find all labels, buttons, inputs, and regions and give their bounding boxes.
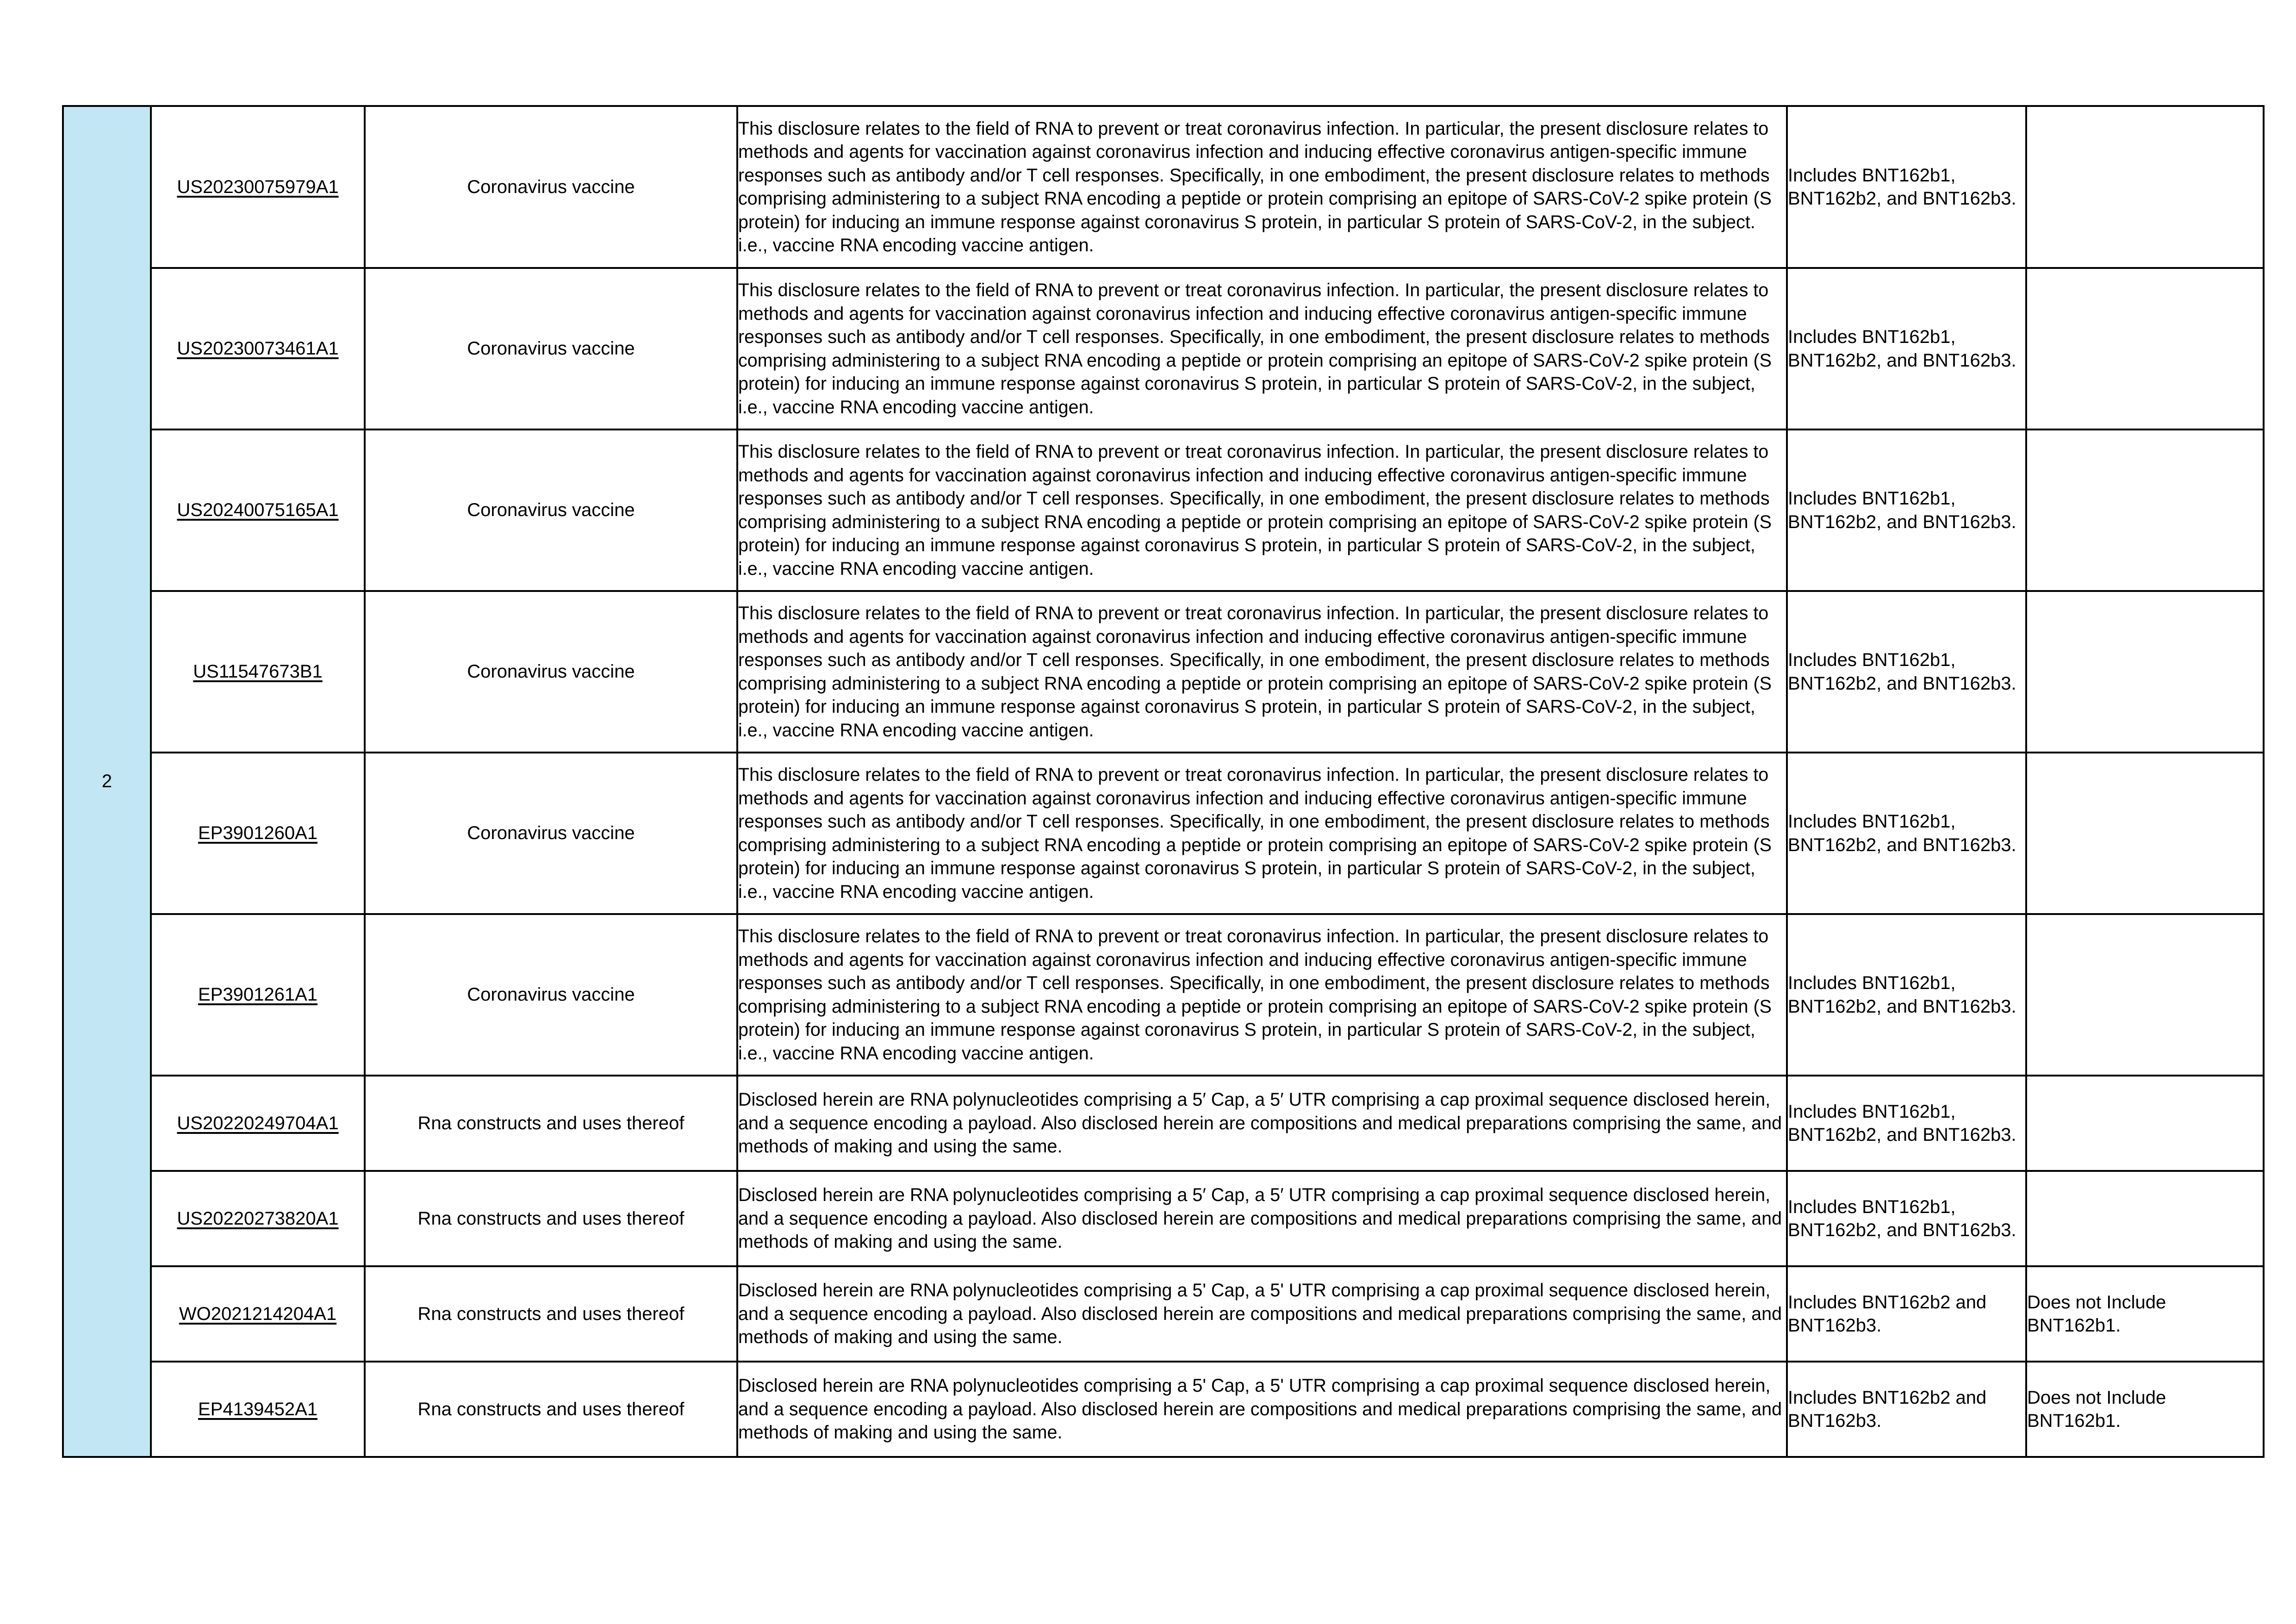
- includes-cell: Includes BNT162b2 and BNT162b3.: [1787, 1362, 2026, 1457]
- includes-cell: Includes BNT162b1, BNT162b2, and BNT162b3.: [1787, 591, 2026, 753]
- patent-title-cell: Coronavirus vaccine: [365, 591, 737, 753]
- patent-number-link[interactable]: US11547673B1: [193, 661, 323, 682]
- excludes-cell: [2026, 1076, 2264, 1171]
- patent-table: [62, 105, 2265, 1458]
- patent-title-cell: Coronavirus vaccine: [365, 268, 737, 429]
- patent-number-cell: [151, 914, 365, 1076]
- patent-title-cell: Coronavirus vaccine: [365, 106, 737, 268]
- patent-title-cell: Rna constructs and uses thereof: [365, 1076, 737, 1171]
- patent-title-cell: Coronavirus vaccine: [365, 429, 737, 591]
- excludes-cell: [2026, 591, 2264, 753]
- patent-abstract-cell: This disclosure relates to the field of RNA to prevent or treat coronavirus infection. In particular, the present disclosure relates to methods and agents for vaccination against coronavirus infection and inducing effective coronavirus antigen-specific immune responses such as antibody and/or T cell responses. Specifically, in one embodiment, the present disclosure relates to methods comprising administering to a subject RNA encoding a peptide or protein comprising an epitope of SARS-CoV-2 spike protein (S protein) for inducing an immune response against coronavirus S protein, in particular S protein of SARS-CoV-2, in the subject, i.e., vaccine RNA encoding vaccine antigen.: [737, 914, 1787, 1076]
- includes-cell: Includes BNT162b1, BNT162b2, and BNT162b3.: [1787, 914, 2026, 1076]
- group-number-cell: 2: [63, 106, 151, 1457]
- excludes-cell: Does not Include BNT162b1.: [2026, 1266, 2264, 1362]
- table-row: [63, 1362, 2264, 1457]
- includes-cell: Includes BNT162b2 and BNT162b3.: [1787, 1266, 2026, 1362]
- table-row: [63, 429, 2264, 591]
- includes-cell: Includes BNT162b1, BNT162b2, and BNT162b3.: [1787, 1076, 2026, 1171]
- includes-cell: Includes BNT162b1, BNT162b2, and BNT162b3.: [1787, 429, 2026, 591]
- includes-cell: Includes BNT162b1, BNT162b2, and BNT162b3.: [1787, 268, 2026, 429]
- excludes-cell: [2026, 1171, 2264, 1266]
- includes-cell: Includes BNT162b1, BNT162b2, and BNT162b3.: [1787, 106, 2026, 268]
- patent-number-link[interactable]: WO2021214204A1: [179, 1303, 337, 1324]
- table-row: [63, 106, 2264, 268]
- patent-title-cell: Coronavirus vaccine: [365, 753, 737, 914]
- table-row: [63, 1171, 2264, 1266]
- table-row: [63, 1266, 2264, 1362]
- table-row: [63, 591, 2264, 753]
- patent-title-cell: Rna constructs and uses thereof: [365, 1171, 737, 1266]
- patent-title-cell: Coronavirus vaccine: [365, 914, 737, 1076]
- patent-number-link[interactable]: US20240075165A1: [177, 500, 339, 520]
- table-row: [63, 268, 2264, 429]
- excludes-cell: [2026, 106, 2264, 268]
- patent-number-link[interactable]: US20230073461A1: [177, 338, 339, 359]
- excludes-cell: Does not Include BNT162b1.: [2026, 1362, 2264, 1457]
- patent-abstract-cell: Disclosed herein are RNA polynucleotides comprising a 5′ Cap, a 5′ UTR comprising a cap proximal sequence disclosed herein, and a sequence encoding a payload. Also disclosed herein are compositions and medical preparations comprising the same, and methods of making and using the same.: [737, 1076, 1787, 1171]
- table-row: [63, 914, 2264, 1076]
- patent-abstract-cell: Disclosed herein are RNA polynucleotides comprising a 5' Cap, a 5' UTR comprising a cap proximal sequence disclosed herein, and a sequence encoding a payload. Also disclosed herein are compositions and medical preparations comprising the same, and methods of making and using the same.: [737, 1266, 1787, 1362]
- patent-number-cell: [151, 1266, 365, 1362]
- patent-number-link[interactable]: US20220273820A1: [177, 1208, 339, 1229]
- patent-abstract-cell: Disclosed herein are RNA polynucleotides comprising a 5' Cap, a 5' UTR comprising a cap proximal sequence disclosed herein, and a sequence encoding a payload. Also disclosed herein are compositions and medical preparations comprising the same, and methods of making and using the same.: [737, 1362, 1787, 1457]
- table-row: [63, 753, 2264, 914]
- patent-title-cell: Rna constructs and uses thereof: [365, 1362, 737, 1457]
- excludes-cell: [2026, 753, 2264, 914]
- patent-number-cell: [151, 1362, 365, 1457]
- patent-number-cell: [151, 753, 365, 914]
- patent-number-link[interactable]: EP3901261A1: [198, 984, 317, 1005]
- patent-abstract-cell: This disclosure relates to the field of RNA to prevent or treat coronavirus infection. In particular, the present disclosure relates to methods and agents for vaccination against coronavirus infection and inducing effective coronavirus antigen-specific immune responses such as antibody and/or T cell responses. Specifically, in one embodiment, the present disclosure relates to methods comprising administering to a subject RNA encoding a peptide or protein comprising an epitope of SARS-CoV-2 spike protein (S protein) for inducing an immune response against coronavirus S protein, in particular S protein of SARS-CoV-2, in the subject, i.e., vaccine RNA encoding vaccine antigen.: [737, 268, 1787, 429]
- patent-number-cell: [151, 591, 365, 753]
- patent-abstract-cell: Disclosed herein are RNA polynucleotides comprising a 5′ Cap, a 5′ UTR comprising a cap proximal sequence disclosed herein, and a sequence encoding a payload. Also disclosed herein are compositions and medical preparations comprising the same, and methods of making and using the same.: [737, 1171, 1787, 1266]
- patent-number-link[interactable]: EP3901260A1: [198, 823, 317, 843]
- patent-abstract-cell: This disclosure relates to the field of RNA to prevent or treat coronavirus infection. In particular, the present disclosure relates to methods and agents for vaccination against coronavirus infection and inducing effective coronavirus antigen-specific immune responses such as antibody and/or T cell responses. Specifically, in one embodiment, the present disclosure relates to methods comprising administering to a subject RNA encoding a peptide or protein comprising an epitope of SARS-CoV-2 spike protein (S protein) for inducing an immune response against coronavirus S protein, in particular S protein of SARS-CoV-2, in the subject, i.e., vaccine RNA encoding vaccine antigen.: [737, 591, 1787, 753]
- patent-number-cell: [151, 106, 365, 268]
- patent-number-cell: [151, 429, 365, 591]
- patent-number-cell: [151, 1076, 365, 1171]
- excludes-cell: [2026, 429, 2264, 591]
- patent-abstract-cell: This disclosure relates to the field of RNA to prevent or treat coronavirus infection. In particular, the present disclosure relates to methods and agents for vaccination against coronavirus infection and inducing effective coronavirus antigen-specific immune responses such as antibody and/or T cell responses. Specifically, in one embodiment, the present disclosure relates to methods comprising administering to a subject RNA encoding a peptide or protein comprising an epitope of SARS-CoV-2 spike protein (S protein) for inducing an immune response against coronavirus S protein, in particular S protein of SARS-CoV-2, in the subject, i.e., vaccine RNA encoding vaccine antigen.: [737, 753, 1787, 914]
- table-row: [63, 1076, 2264, 1171]
- patent-number-cell: [151, 1171, 365, 1266]
- patent-number-link[interactable]: US20230075979A1: [177, 176, 339, 197]
- patent-abstract-cell: This disclosure relates to the field of RNA to prevent or treat coronavirus infection. In particular, the present disclosure relates to methods and agents for vaccination against coronavirus infection and inducing effective coronavirus antigen-specific immune responses such as antibody and/or T cell responses. Specifically, in one embodiment, the present disclosure relates to methods comprising administering to a subject RNA encoding a peptide or protein comprising an epitope of SARS-CoV-2 spike protein (S protein) for inducing an immune response against coronavirus S protein, in particular S protein of SARS-CoV-2, in the subject. i.e., vaccine RNA encoding vaccine antigen.: [737, 106, 1787, 268]
- includes-cell: Includes BNT162b1, BNT162b2, and BNT162b3.: [1787, 1171, 2026, 1266]
- includes-cell: Includes BNT162b1, BNT162b2, and BNT162b3.: [1787, 753, 2026, 914]
- patent-title-cell: Rna constructs and uses thereof: [365, 1266, 737, 1362]
- patent-number-cell: [151, 268, 365, 429]
- patent-number-link[interactable]: EP4139452A1: [198, 1399, 317, 1419]
- excludes-cell: [2026, 914, 2264, 1076]
- patent-number-link[interactable]: US20220249704A1: [177, 1113, 339, 1133]
- patent-abstract-cell: This disclosure relates to the field of RNA to prevent or treat coronavirus infection. In particular, the present disclosure relates to methods and agents for vaccination against coronavirus infection and inducing effective coronavirus antigen-specific immune responses such as antibody and/or T cell responses. Specifically, in one embodiment, the present disclosure relates to methods comprising administering to a subject RNA encoding a peptide or protein comprising an epitope of SARS-CoV-2 spike protein (S protein) for inducing an immune response against coronavirus S protein, in particular S protein of SARS-CoV-2, in the subject, i.e., vaccine RNA encoding vaccine antigen.: [737, 429, 1787, 591]
- excludes-cell: [2026, 268, 2264, 429]
